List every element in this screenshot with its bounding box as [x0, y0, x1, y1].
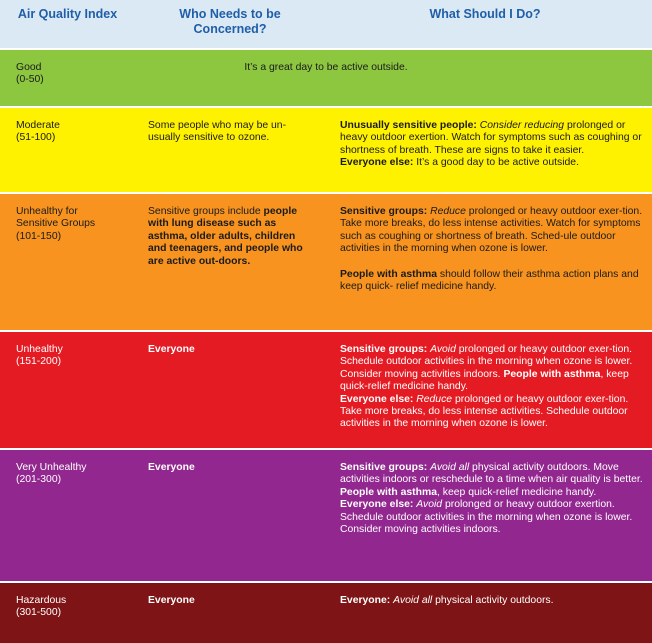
- aqi-level: Unhealthy for Sensitive Groups: [16, 206, 96, 230]
- aqi-level-cell: [16, 120, 136, 145]
- sensitive-emphasis: Avoid: [430, 344, 456, 355]
- everyone-advice: prolonged or heavy outdoor exer-tion. Take more breaks, do less intense activities. Schedule outdoor activities in the morning when ozone is lower.: [340, 393, 629, 430]
- everyone-label: Everyone else:: [340, 157, 414, 169]
- sensitive-advice: physical activity outdoors. Move activities indoors or reschedule to a time when air quality is better.: [340, 462, 643, 486]
- row-unhealthy: [0, 330, 652, 448]
- asthma-advice: , keep quick-relief medicine handy.: [437, 486, 597, 498]
- what-cell: [340, 120, 645, 170]
- sensitive-label: Sensitive groups:: [340, 462, 428, 473]
- who-cell: Everyone: [148, 462, 195, 473]
- good-message: It’s a great day to be active outside.: [244, 62, 408, 73]
- sensitive-emphasis: Reduce: [430, 206, 466, 217]
- sensitive-emphasis: Consider reducing: [479, 120, 565, 131]
- asthma-label: People with asthma: [340, 268, 438, 280]
- everyone-advice: It’s a good day to be active outside.: [413, 157, 579, 169]
- header-aqi: Air Quality Index: [17, 7, 118, 21]
- aqi-range: (201-300): [16, 474, 62, 486]
- who-cell: Everyone: [148, 344, 195, 355]
- aqi-level: Hazardous: [16, 595, 67, 606]
- aqi-range: (301-500): [16, 607, 62, 619]
- what-cell: [340, 344, 645, 431]
- aqi-level-cell: [16, 595, 136, 620]
- what-cell: [340, 462, 645, 536]
- asthma-advice: , keep quick-relief medicine handy.: [340, 368, 629, 393]
- table-header: [0, 0, 652, 48]
- everyone-emphasis: Avoid all: [393, 595, 433, 606]
- header-who: Who Needs to be Concerned?: [179, 7, 281, 36]
- aqi-level-cell: [16, 206, 121, 243]
- header-what: What Should I Do?: [429, 7, 541, 21]
- what-cell: [340, 206, 645, 293]
- who-cell: Everyone: [148, 595, 195, 606]
- everyone-emphasis: Reduce: [416, 393, 453, 405]
- aqi-range: (0-50): [16, 74, 44, 86]
- aqi-range: (51-100): [16, 132, 56, 144]
- aqi-range: (101-150): [16, 230, 62, 242]
- row-unhealthy-sensitive: [0, 192, 652, 330]
- sensitive-emphasis: Avoid all: [430, 462, 470, 473]
- everyone-label: Everyone else:: [340, 393, 414, 405]
- aqi-level: Very Unhealthy: [16, 462, 87, 473]
- who-cell: [148, 206, 308, 268]
- aqi-level-cell: [16, 462, 136, 487]
- everyone-emphasis: Avoid: [416, 499, 443, 511]
- who-bold: people with lung disease such as asthma, older adults, children and teenagers, and people who are active out-doors.: [148, 206, 303, 267]
- what-cell: [340, 595, 645, 607]
- aqi-level: Good: [16, 62, 42, 73]
- asthma-label: People with asthma: [503, 368, 601, 380]
- row-hazardous: [0, 581, 652, 643]
- aqi-level: Moderate: [16, 120, 60, 131]
- everyone-advice: prolonged or heavy outdoor exertion. Schedule outdoor activities in the morning when ozone is lower. Consider moving activities indoors.: [340, 499, 633, 536]
- everyone-advice: physical activity outdoors.: [432, 595, 554, 606]
- aqi-level: Unhealthy: [16, 344, 63, 355]
- everyone-label: Everyone else:: [340, 499, 414, 511]
- row-good: [0, 48, 652, 106]
- sensitive-advice: prolonged or heavy outdoor exertion. Watch for symptoms such as coughing or shortness of breath. These are signs to take it easier.: [340, 120, 642, 156]
- asthma-label: People with asthma: [340, 486, 438, 498]
- sensitive-label: Sensitive groups:: [340, 206, 428, 217]
- who-cell: Some people who may be un-usually sensitive to ozone.: [148, 120, 287, 144]
- aqi-level-cell: [16, 344, 136, 369]
- sensitive-advice: prolonged or heavy outdoor exer-tion. Schedule outdoor activities in the morning when ozone is lower. Consider moving activities indoors.: [340, 344, 633, 380]
- who-plain: Sensitive groups include: [148, 206, 264, 217]
- aqi-range: (151-200): [16, 356, 62, 368]
- row-very-unhealthy: [0, 448, 652, 581]
- sensitive-label: Unusually sensitive people:: [340, 120, 477, 131]
- asthma-advice: should follow their asthma action plans and keep quick- relief medicine handy.: [340, 268, 639, 293]
- everyone-label: Everyone:: [340, 595, 391, 606]
- sensitive-advice: prolonged or heavy outdoor exer-tion. Take more breaks, do less intense activities. Watch for symptoms such as coughing or shortness of breath. Sched-ule outdoor activities in the morning when ozone is lower.: [340, 206, 643, 255]
- sensitive-label: Sensitive groups:: [340, 344, 428, 355]
- row-moderate: [0, 106, 652, 192]
